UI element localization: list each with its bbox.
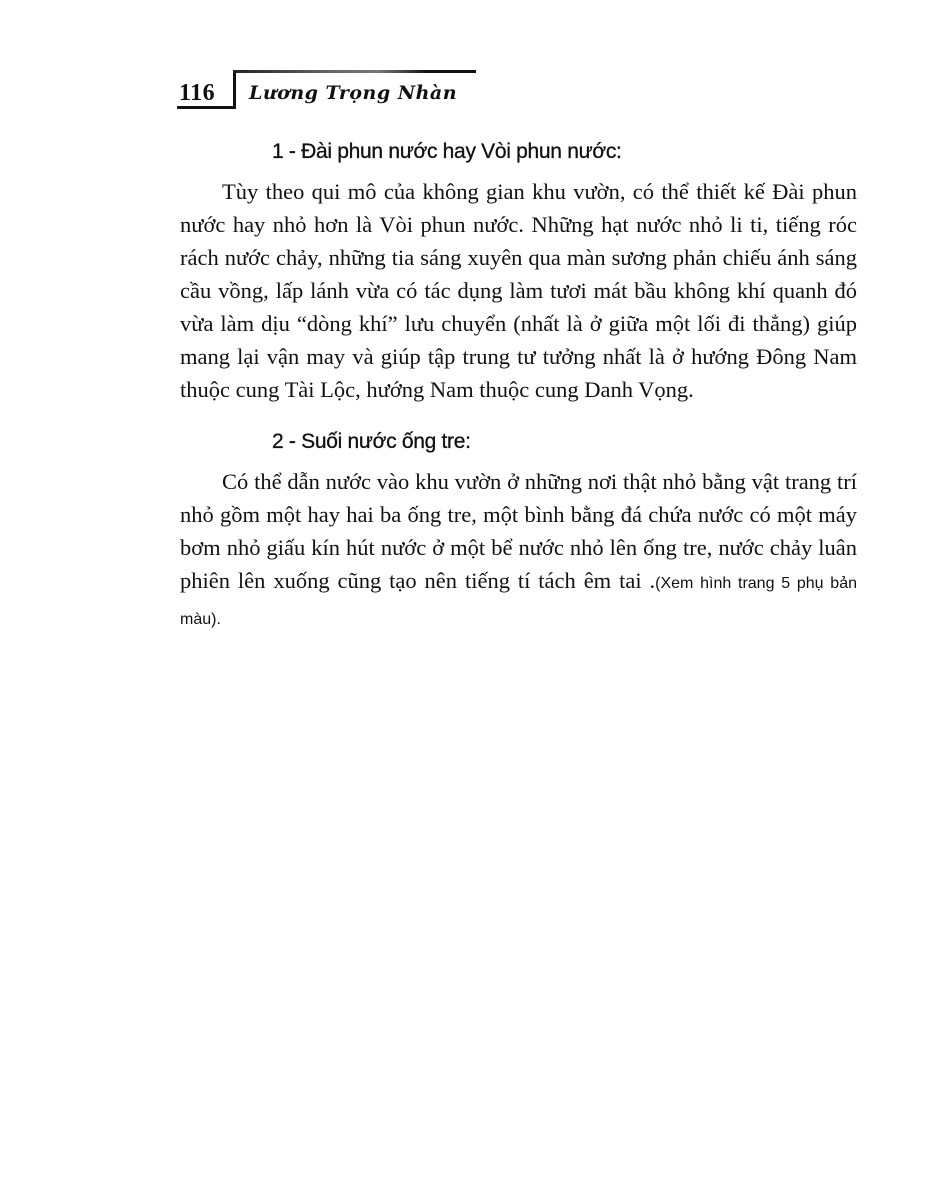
section-heading: 1 - Đài phun nước hay Vòi phun nước: xyxy=(272,140,622,163)
paragraph-text: Tùy theo qui mô của không gian khu vườn, có thể thiết kế Đài phun nước hay nhỏ hơn là Vòi phun nước. Những hạt nước nhỏ li ti, tiếng róc rách nước chảy, những tia sáng xuyên qua màn sương phản chiếu ánh sáng cầu vồng, lấp lánh vừa có tác dụng làm tươi mát bầu không khí quanh đó vừa làm dịu “dòng khí” lưu chuyển (nhất là ở giữa một lối đi thẳng) giúp mang lại vận may và giúp tập trung tư tưởng nhất là ở hướng Đông Nam thuộc cung Tài Lộc, hướng Nam thuộc cung Danh Vọng. xyxy=(180,179,857,402)
figure-reference-note: (Xem hình trang 5 phụ bản màu). xyxy=(180,575,857,628)
section-paragraph xyxy=(180,465,857,636)
section-fountain xyxy=(180,134,857,406)
section-bamboo-stream xyxy=(180,424,857,636)
page-body xyxy=(180,134,857,636)
header-rule xyxy=(233,70,476,73)
page-number: 116 xyxy=(179,80,216,106)
paragraph-text: Có thể dẫn nước vào khu vườn ở những nơi thật nhỏ bằng vật trang trí nhỏ gồm một hay hai ba ống tre, một bình bằng đá chứa nước có một máy bơm nhỏ giấu kín hút nước ở một bể nước nhỏ lên ống tre, nước chảy luân phiên lên xuống cũng tạo nên tiếng tí tách êm tai . xyxy=(180,469,857,593)
page-number-underline xyxy=(177,106,234,109)
author-name: Lương Trọng Nhàn xyxy=(249,82,458,104)
page-header xyxy=(177,68,477,108)
section-paragraph xyxy=(180,175,857,406)
section-heading: 2 - Suối nước ống tre: xyxy=(272,430,471,453)
header-divider xyxy=(233,72,236,109)
